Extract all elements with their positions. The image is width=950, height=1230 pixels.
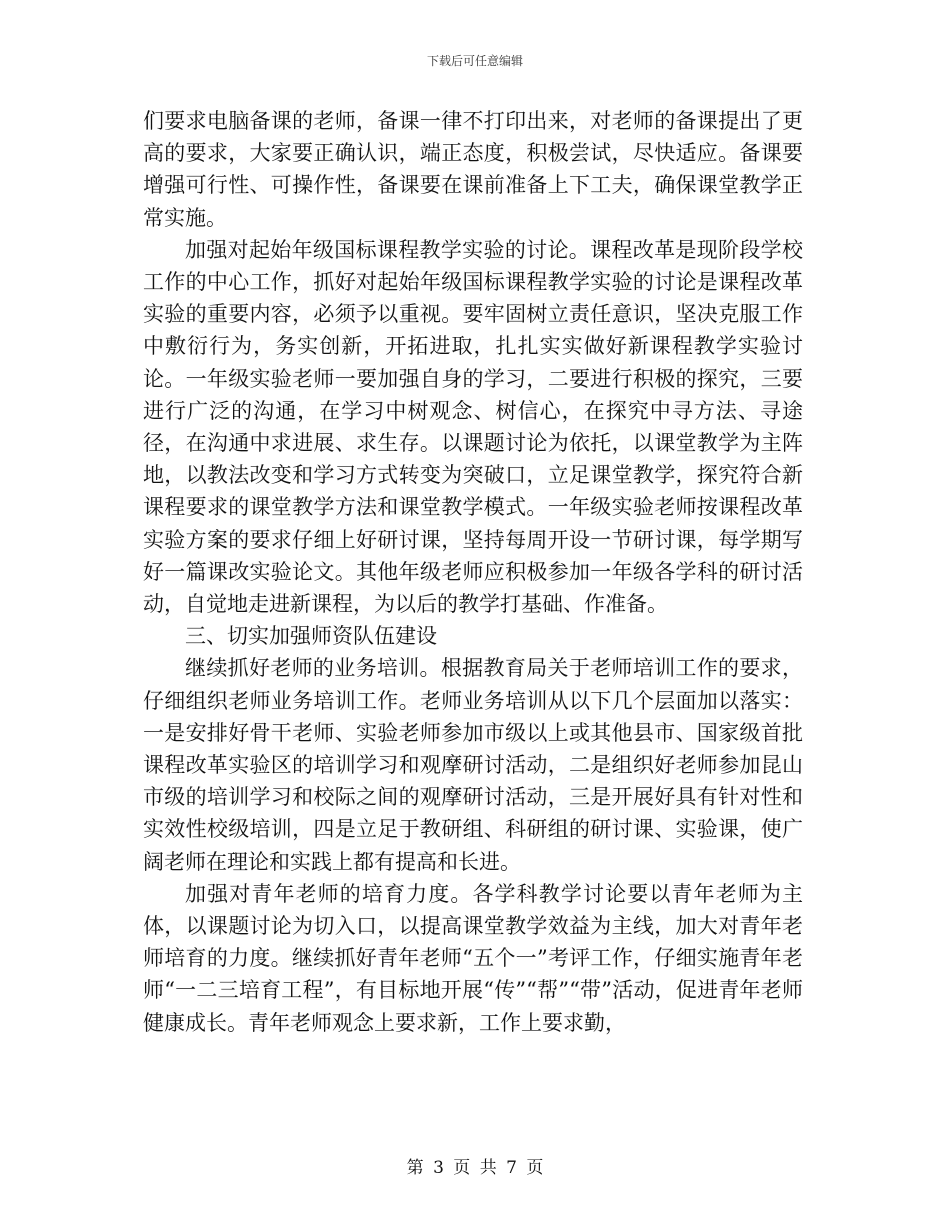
paragraph-teacher-training: 继续抓好老师的业务培训。根据教育局关于老师培训工作的要求，仔细组织老师业务培训工作。老师业务培训从以下几个层面加以落实：一是安排好骨干老师、实验老师参加市级以上或其他县市、国家级首批课程改革实验区的培训学习和观摩研讨活动，二是组织好老师参加昆山市级的培训学习和校际之间的观摩研讨活动，三是开展好具有针对性和实效性校级培训，四是立足于教研组、科研组的研讨课、实验课，使广阔老师在理论和实践上都有提高和长进。 bbox=[143, 656, 803, 874]
paragraph-curriculum-experiment: 加强对起始年级国标课程教学实验的讨论。课程改革是现阶段学校工作的中心工作，抓好对起始年级国标课程教学实验的讨论是课程改革实验的重要内容，必须予以重视。要牢固树立责任意识，坚决克服工作中敷衍行为，务实创新，开拓进取，扎扎实实做好新课程教学实验讨论。一年级实验老师一要加强自身的学习，二要进行积极的探究，三要进行广泛的沟通，在学习中树观念、树信心，在探究中寻方法、寻途径，在沟通中求进展、求生存。以课题讨论为依托，以课堂教学为主阵地，以教法改变和学习方式转变为突破口，立足课堂教学，探究符合新课程要求的课堂教学方法和课堂教学模式。一年级实验老师按课程改革实验方案的要求仔细上好研讨课，坚持每周开设一节研讨课，每学期写好一篇课改实验论文。其他年级老师应积极参加一年级各学科的研讨活动，自觉地走进新课程，为以后的教学打基础、作准备。 bbox=[143, 237, 803, 617]
document-body bbox=[143, 105, 803, 1039]
page-number: 第 3 页 共 7 页 bbox=[406, 1158, 544, 1178]
section-heading: 三、切实加强师资队伍建设 bbox=[185, 624, 437, 649]
paragraph-young-teachers: 加强对青年老师的培育力度。各学科教学讨论要以青年老师为主体，以课题讨论为切入口，以提高课堂教学效益为主线，加大对青年老师培育的力度。继续抓好青年老师“五个一”考评工作，仔细实施青年老师“一二三培育工程”，有目标地开展“传”“帮”“带”活动，促进青年老师健康成长。青年老师观念上要求新，工作上要求勤， bbox=[143, 881, 803, 1035]
page-header: 下载后可任意编辑 bbox=[426, 54, 523, 68]
paragraph-continued: 们要求电脑备课的老师，备课一律不打印出来，对老师的备课提出了更高的要求，大家要正确认识，端正态度，积极尝试，尽快适应。备课要增强可行性、可操作性，备课要在课前准备上下工夫，确保课堂教学正常实施。 bbox=[143, 109, 803, 230]
